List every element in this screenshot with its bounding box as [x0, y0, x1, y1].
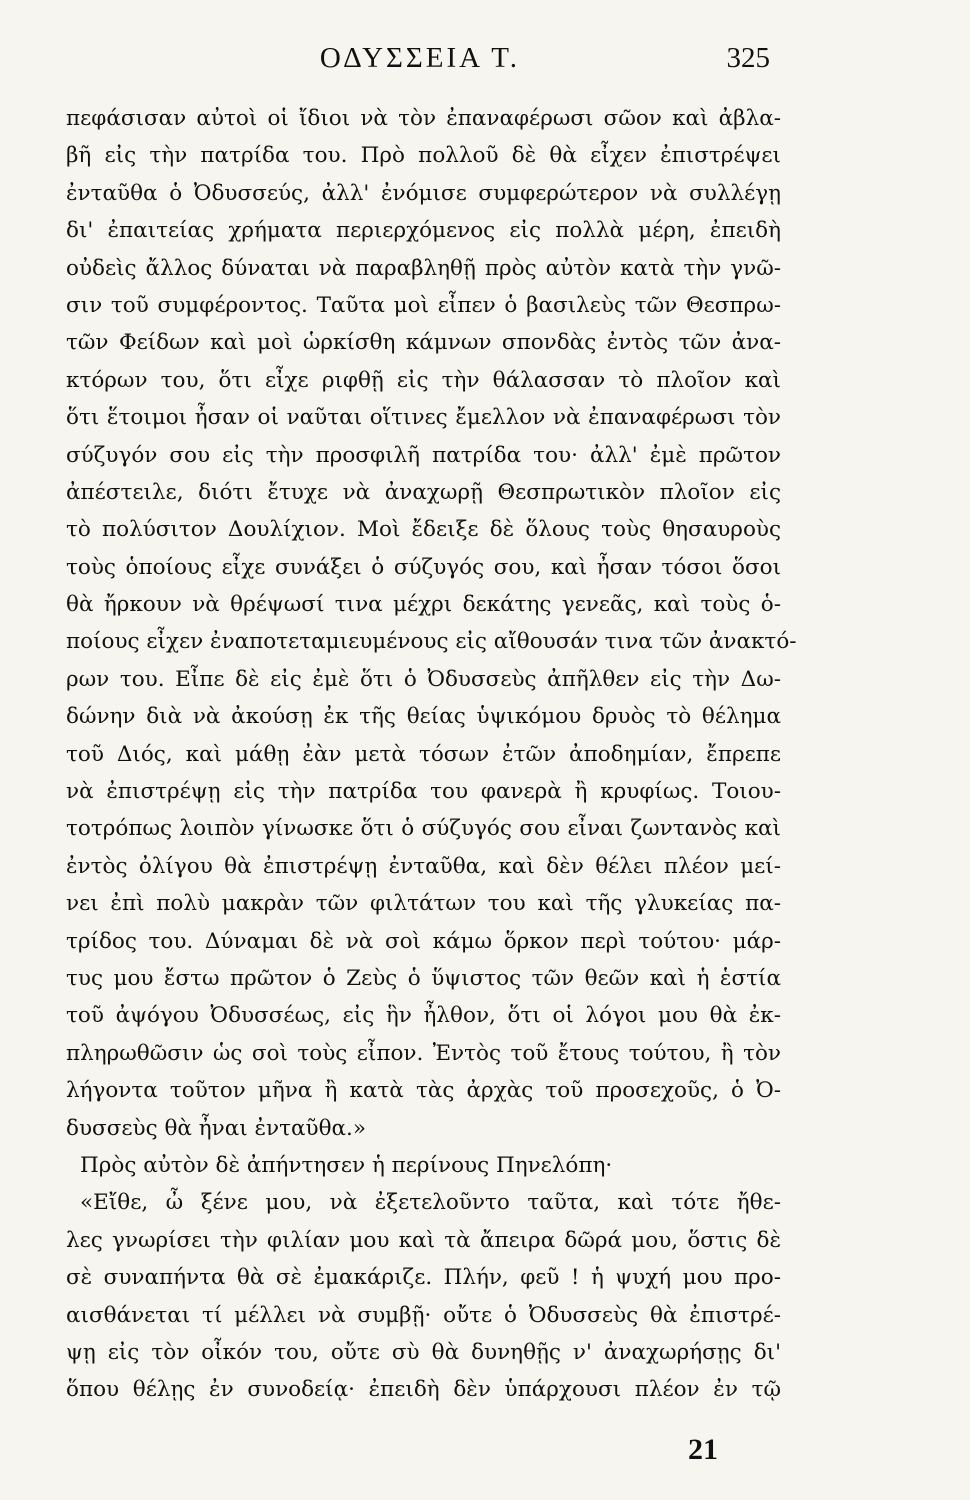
text-line: τοῦ Διός, καὶ μάθῃ ἐὰν μετὰ τόσων ἐτῶν ἀποδημίαν, ἔπρεπε — [66, 741, 781, 767]
text-line: ὅτι ἕτοιμοι ἦσαν οἱ ναῦται οἵτινες ἔμελλον νὰ ἐπαναφέρωσι τὸν — [66, 405, 781, 431]
text-line: τὸ πολύσιτον Δουλίχιον. Μοὶ ἔδειξε δὲ ὅλους τοὺς θησαυροὺς — [66, 517, 781, 543]
text-line: λήγοντα τοῦτον μῆνα ἢ κατὰ τὰς ἀρχὰς τοῦ προσεχοῦς, ὁ Ὀ- — [66, 1078, 781, 1104]
text-line: δι' ἐπαιτείας χρήματα περιερχόμενος εἰς πολλὰ μέρη, ἐπειδὴ — [66, 218, 781, 244]
text-line: πληρωθῶσιν ὡς σοὶ τοὺς εἶπον. Ἐντὸς τοῦ ἔτους τούτου, ἢ τὸν — [66, 1040, 781, 1066]
text-line: τοτρόπως λοιπὸν γίνωσκε ὅτι ὁ σύζυγός σου εἶναι ζωντανὸς καὶ — [66, 816, 781, 842]
text-line: σιν τοῦ συμφέροντος. Ταῦτα μοὶ εἶπεν ὁ βασιλεὺς τῶν Θεσπρω- — [66, 292, 781, 318]
text-line: αισθάνεται τί μέλλει νὰ συμβῇ· οὔτε ὁ Ὀδυσσεὺς θὰ ἐπιστρέ- — [66, 1302, 781, 1328]
page-number: 325 — [726, 42, 770, 74]
text-line: τοὺς ὁποίους εἶχε συνάξει ὁ σύζυγός σου, καὶ ἦσαν τόσοι ὅσοι — [66, 554, 781, 580]
text-line: ὅπου θέλῃς ἐν συνοδείᾳ· ἐπειδὴ δὲν ὑπάρχουσι πλέον ἐν τῷ — [66, 1377, 781, 1403]
text-line: σύζυγόν σου εἰς τὴν προσφιλῆ πατρίδα του· ἀλλ' ἐμὲ πρῶτον — [66, 442, 781, 468]
text-line: σὲ συναπήντα θὰ σὲ ἐμακάριζε. Πλήν, φεῦ ! ἡ ψυχή μου προ- — [66, 1265, 781, 1291]
text-line: δυσσεὺς θὰ ἦναι ἐνταῦθα.» — [66, 1115, 367, 1141]
text-line: βῆ εἰς τὴν πατρίδα του. Πρὸ πολλοῦ δὲ θὰ εἶχεν ἐπιστρέψει — [66, 143, 781, 169]
text-line: λες γνωρίσει τὴν φιλίαν μου καὶ τὰ ἄπειρα δῶρά μου, ὅστις δὲ — [66, 1227, 781, 1253]
text-line: πεφάσισαν αὐτοὶ οἱ ἴδιοι νὰ τὸν ἐπαναφέρωσι σῶον καὶ ἀβλα- — [66, 106, 781, 131]
text-line: «Εἴθε, ὦ ξένε μου, νὰ ἐξετελοῦντο ταῦτα, καὶ τότε ἤθε- — [80, 1190, 781, 1216]
body-text — [66, 100, 797, 1409]
text-line: τυς μου ἔστω πρῶτον ὁ Ζεὺς ὁ ὕψιστος τῶν θεῶν καὶ ἡ ἑστία — [66, 965, 781, 991]
text-line: τῶν Φείδων καὶ μοὶ ὡρκίσθη κάμνων σπονδὰς ἐντὸς τῶν ἀνα- — [66, 330, 781, 356]
page-header — [70, 42, 770, 82]
text-line: ρων του. Εἶπε δὲ εἰς ἐμὲ ὅτι ὁ Ὀδυσσεὺς ἀπῆλθεν εἰς τὴν Δω- — [66, 666, 781, 692]
text-line: ἐνταῦθα ὁ Ὀδυσσεύς, ἀλλ' ἐνόμισε συμφερώτερον νὰ συλλέγῃ — [66, 180, 781, 206]
text-line: Πρὸς αὐτὸν δὲ ἀπήντησεν ἡ περίνους Πηνελόπη· — [80, 1152, 613, 1178]
text-line: θὰ ἤρκουν νὰ θρέψωσί τινα μέχρι δεκάτης γενεᾶς, καὶ τοὺς ὁ- — [66, 592, 781, 618]
text-line: νὰ ἐπιστρέψῃ εἰς τὴν πατρίδα του φανερὰ ἢ κρυφίως. Τοιου- — [66, 779, 781, 805]
text-line: νει ἐπὶ πολὺ μακρὰν τῶν φιλτάτων του καὶ τῆς γλυκείας πα- — [66, 891, 781, 917]
running-title: ΟΔΥΣΣΕΙΑ Τ. — [319, 42, 521, 74]
text-line: ἀπέστειλε, διότι ἔτυχε νὰ ἀναχωρῇ Θεσπρωτικὸν πλοῖον εἰς — [66, 479, 781, 505]
text-line: οὐδεὶς ἄλλος δύναται νὰ παραβληθῇ πρὸς αὐτὸν κατὰ τὴν γνῶ- — [66, 255, 781, 281]
text-line: δώνην διὰ νὰ ἀκούσῃ ἐκ τῆς θείας ὑψικόμου δρυὸς τὸ θέλημα — [66, 704, 781, 730]
text-line: ψῃ εἰς τὸν οἶκόν του, οὔτε σὺ θὰ δυνηθῇς ν' ἀναχωρήσῃς δι' — [66, 1339, 781, 1365]
text-line: ποίους εἶχεν ἐναποτεταμιευμένους εἰς αἴθουσάν τινα τῶν ἀνακτό- — [66, 629, 797, 655]
text-line: κτόρων του, ὅτι εἶχε ριφθῇ εἰς τὴν θάλασσαν τὸ πλοῖον καὶ — [66, 367, 781, 393]
text-line: τρίδος του. Δύναμαι δὲ νὰ σοὶ κάμω ὅρκον περὶ τούτου· μάρ- — [66, 928, 781, 954]
signature-mark: 21 — [688, 1433, 718, 1466]
text-line: τοῦ ἀψόγου Ὀδυσσέως, εἰς ἣν ἦλθον, ὅτι οἱ λόγοι μου θὰ ἐκ- — [66, 1003, 781, 1029]
text-line: ἐντὸς ὀλίγου θὰ ἐπιστρέψῃ ἐνταῦθα, καὶ δὲν θέλει πλέον μεί- — [66, 853, 781, 879]
